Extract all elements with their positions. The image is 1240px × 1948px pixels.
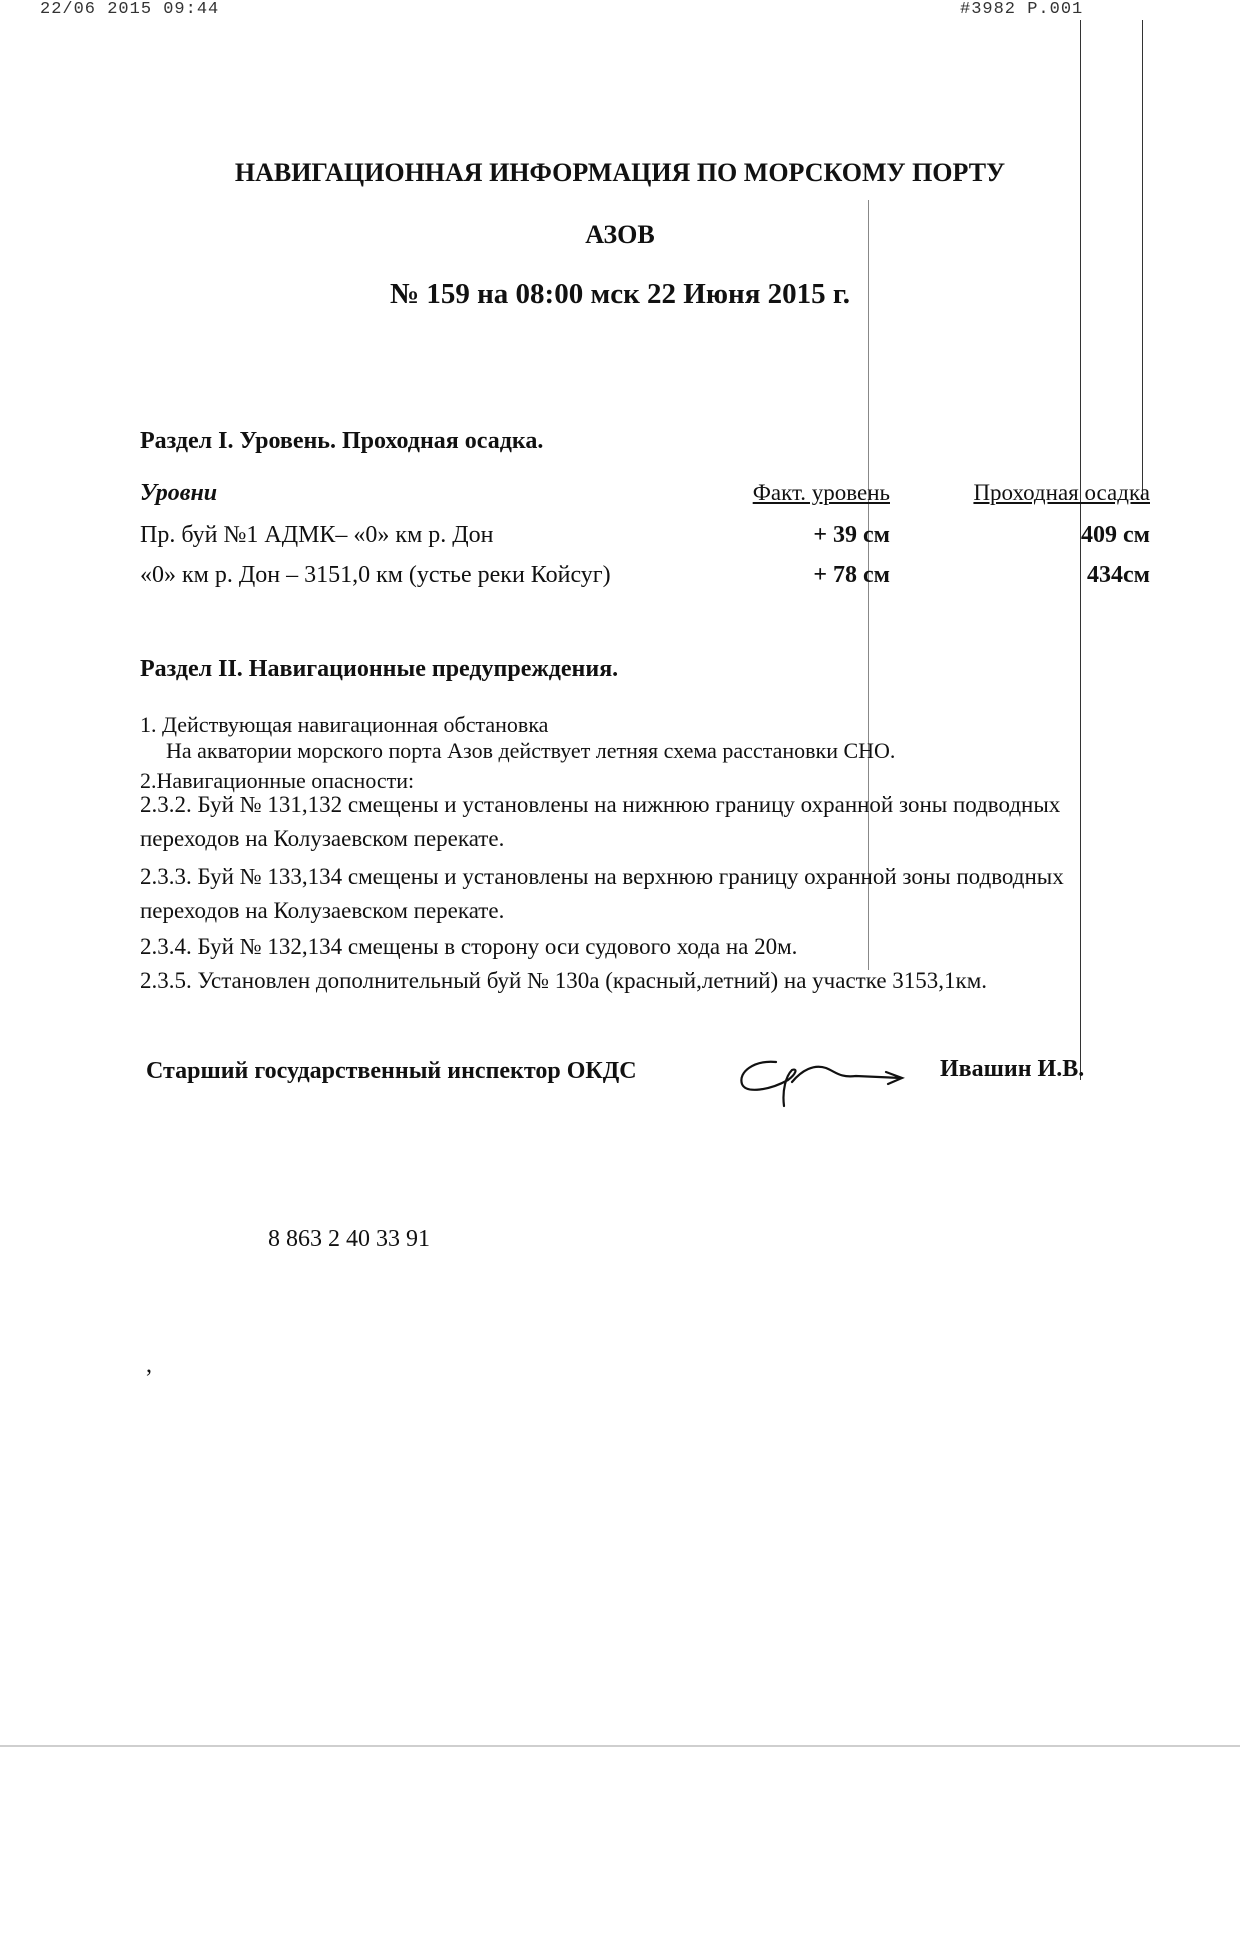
document-title: НАВИГАЦИОННАЯ ИНФОРМАЦИЯ ПО МОРСКОМУ ПОРТУ xyxy=(234,158,1006,187)
signer-position: Старший государственный инспектор ОКДС xyxy=(146,1058,637,1084)
table-row xyxy=(140,522,1150,562)
fax-timestamp: 22/06 2015 09:44 xyxy=(40,0,220,19)
col-actual-level: Факт. уровень xyxy=(752,480,890,505)
level-point: Пр. буй №1 АДМК– «0» км р. Дон xyxy=(140,522,494,548)
port-name: АЗОВ xyxy=(585,220,655,249)
navigation-hazards-title: 2.Навигационные опасности: xyxy=(140,768,415,793)
levels-table xyxy=(140,480,1150,602)
scan-artifact-line xyxy=(1142,20,1143,500)
issue-number: № 159 на 08:00 мск 22 Июня 2015 г. xyxy=(389,278,851,310)
navigation-situation-title: 1. Действующая навигационная обстановка xyxy=(140,712,549,737)
draft-value: 434см xyxy=(1087,562,1150,588)
hazard-item: 2.3.2. Буй № 131,132 смещены и установлены на нижнюю границу охранной зоны подводных переходов на Колузаевском перекате. xyxy=(140,792,1061,851)
col-passage-draft: Проходная осадка xyxy=(973,480,1150,505)
stray-mark: , xyxy=(146,1352,152,1378)
scan-edge xyxy=(0,1745,1240,1747)
section-2-heading: Раздел II. Навигационные предупреждения. xyxy=(140,656,619,682)
signer-name: Ивашин И.В. xyxy=(940,1056,1085,1082)
navigation-situation-text: На акватории морского порта Азов действует летняя схема расстановки СНО. xyxy=(166,738,896,763)
section-1-heading: Раздел I. Уровень. Проходная осадка. xyxy=(140,428,544,454)
hazard-item: 2.3.3. Буй № 133,134 смещены и установлены на верхнюю границу охранной зоны подводных переходов на Колузаевском перекате. xyxy=(140,864,1064,923)
fax-page-number: #3982 P.001 xyxy=(960,0,1084,19)
draft-value: 409 см xyxy=(1081,522,1150,548)
levels-header-row xyxy=(140,480,1150,522)
phone-number: 8 863 2 40 33 91 xyxy=(268,1226,430,1252)
hazard-item: 2.3.4. Буй № 132,134 смещены в сторону оси судового хода на 20м. xyxy=(140,934,798,959)
level-point: «0» км р. Дон – 3151,0 км (устье реки Койсуг) xyxy=(140,562,611,588)
table-row xyxy=(140,562,1150,602)
col-levels: Уровни xyxy=(140,480,218,506)
handwritten-signature xyxy=(736,1050,906,1110)
level-value: + 78 см xyxy=(813,562,890,588)
hazard-item: 2.3.5. Установлен дополнительный буй № 130а (красный,летний) на участке 3153,1км. xyxy=(140,968,988,993)
level-value: + 39 см xyxy=(813,522,890,548)
